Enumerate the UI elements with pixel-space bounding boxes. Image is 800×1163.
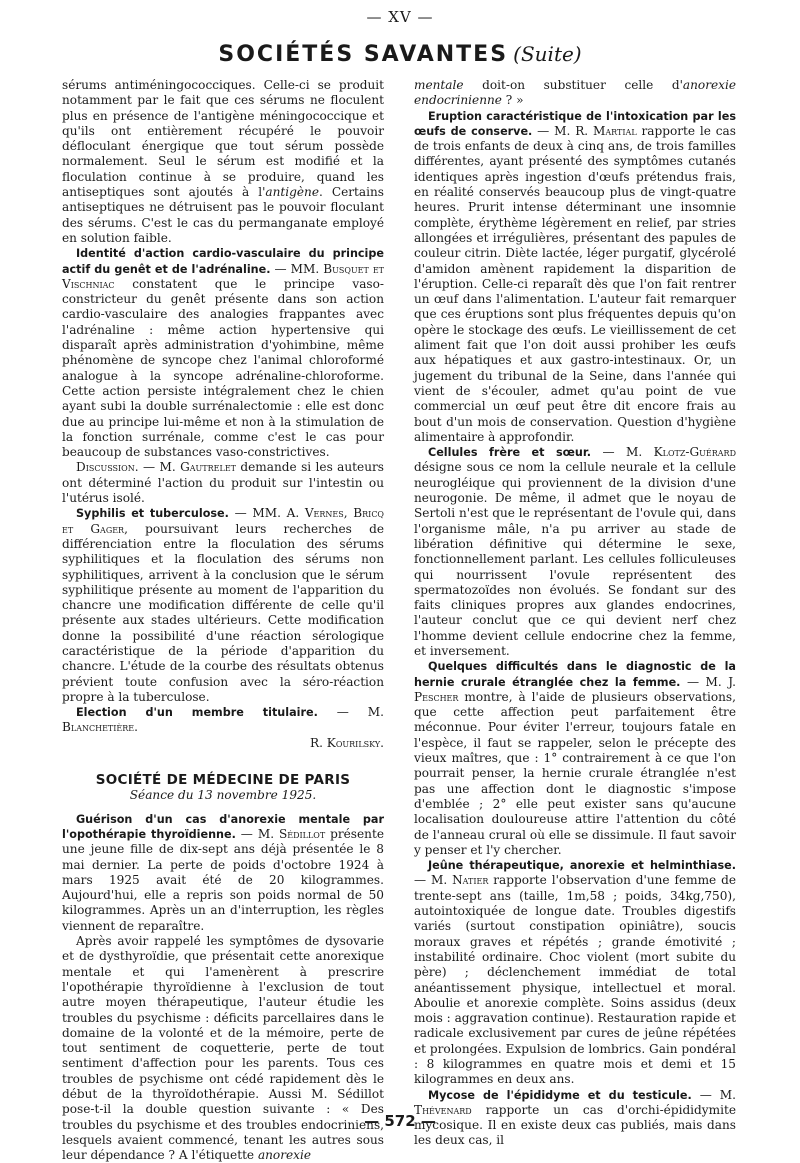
paragraph: Discussion. — M. Gautrelet demande si les auteurs ont déterminé l'action du produit sur l'intestin ou l'utérus isolé. bbox=[62, 460, 384, 506]
paragraph: Mycose de l'épididyme et du testicule. — M. Thévenard rapporte un cas d'orchi-épididymite mycosique. Il en existe deux cas publiés, mais dans les deux cas, il bbox=[414, 1087, 736, 1148]
signature: R. Kourilsky. bbox=[310, 735, 384, 750]
paragraph: Identité d'action cardio-vasculaire du principe actif du genêt et de l'adrénaline. — MM. Busquet et Vischniac constatent que le principe vaso-constricteur du genêt présente dans son action cardio-vasculaire des analogies frappantes avec l'adrénaline : même action hypertensive qui disparaît après administration d'yohimbine, même phénomène de syncope chez l'animal chloroformé analogue à la syncope adrénaline-chloroforme. Cette action persiste intégralement chez le chien ayant subi la double surrénalectomie : elle est donc due au principe lui-même et non à la stimulation de la fonction surrénale, comme c'est le cas pour beaucoup de substances vaso-constrictives. bbox=[62, 247, 384, 460]
article-heading: Jeûne thérapeutique, anorexie et helminthiase. bbox=[428, 859, 736, 873]
right-column bbox=[414, 78, 736, 1149]
section-title: SOCIÉTÉ DE MÉDECINE DE PARIS bbox=[95, 772, 351, 789]
article-heading: Eruption caractéristique de l'intoxication par les œufs de conserve. bbox=[414, 109, 736, 138]
header-title: SOCIÉTÉS SAVANTES bbox=[218, 42, 509, 67]
header-suite: (Suite) bbox=[513, 42, 582, 66]
article-heading: Identité d'action cardio-vasculaire du principe actif du genêt et de l'adrénaline. bbox=[62, 247, 384, 276]
paragraph: Après avoir rappelé les symptômes de dysovarie et de dysthyroïdie, que présentait cette anorexique mentale et qui l'amenèrent à prescrire l'opothérapie thyroïdienne à l'exclusion de tout autre moyen thérapeutique, l'auteur étudie les troubles du psychisme : déficits parcellaires dans le domaine de la volonté et de la mémoire, perte de tout sentiment de coquetterie, perte de tout sentiment d'affection pour les parents. Tous ces troubles de psychisme ont cédé rapidement dès le début de la thyroïdothérapie. Aussi M. Sédillot pose-t-il la double question suivante : « Des troubles du psychisme et des troubles endocriniens, lesquels avaient commencé, tenant les autres sous leur dépendance ? A l'étiquette anorexie bbox=[62, 934, 384, 1163]
article-heading: Mycose de l'épididyme et du testicule. bbox=[428, 1088, 692, 1102]
article-heading: Quelques difficultés dans le diagnostic de la hernie crurale étranglée chez la femme. bbox=[414, 660, 736, 689]
paragraph: Eruption caractéristique de l'intoxication par les œufs de conserve. — M. R. Martial rapporte le cas de trois enfants de deux à cinq ans, de trois familles différentes, ayant présenté des symptômes cutanés identiques après ingestion d'œufs prétendus frais, en réalité conservés beaucoup plus de vingt-quatre heures. Prurit intense déterminant une insomnie complète, érythème légèrement en relief, par stries allongées et irrégulières, présentant des papules de couleur citrin. Diète lactée, léger purgatif, glycérolé d'amidon amènent rapidement la disparition de l'éruption. Celle-ci reparaît dès que l'on fait rentrer un œuf dans l'alimentation. L'auteur fait remarquer que ces éruptions sont plus fréquentes depuis qu'on opère le stockage des œufs. Le vieillissement de cet aliment fait que l'on doit aussi prohiber les œufs aux hépatiques et aux gastro-intestinaux. Or, un jugement du tribunal de la Seine, dans l'année qui vient de s'écouler, admet qu'au point de vue commercial un œuf peut être dit encore frais au bout d'un mois de conservation. Question d'hygiène alimentaire à approfondir. bbox=[414, 109, 736, 444]
bottom-page-number: — 572 — bbox=[364, 1112, 436, 1130]
paragraph: Syphilis et tuberculose. — MM. A. Vernes, Bricq et Gager, poursuivant leurs recherches de différenciation entre la floculation des sérums syphilitiques et la floculation des sérums non syphilitiques, arrivent à la conclusion que le sérum syphilitique présente au moment de l'apparition du chancre une modification différente de celle qu'il présente aux stades ultérieurs. Cette modification donne la possibilité d'une réaction sérologique caractéristique de la période d'apparition du chancre. L'étude de la courbe des résultats obtenus prévient toute confusion avec la séro-réaction propre à la tuberculose. bbox=[62, 506, 384, 704]
article-heading: Syphilis et tuberculose. bbox=[76, 507, 229, 521]
article-heading: Discussion. bbox=[76, 460, 139, 475]
paragraph: sérums antiméningococciques. Celle-ci se produit notamment par le fait que ces sérums ne floculent plus en présence de l'antigène méningococcique et qu'ils ont entièrement récupéré le pouvoir défloculant énergique que tout sérum possède normalement. Seul le sérum est modifié et la floculation continue à se produire, quand les antiseptiques sont ajoutés à l'antigène. Certains antiseptiques ne détruisent pas le pouvoir floculant des sérums. C'est le cas du permanganate employé en solution faible. bbox=[62, 78, 384, 245]
paragraph: Cellules frère et sœur. — M. Klotz-Guérard désigne sous ce nom la cellule neurale et la cellule neurogléique qui proviennent de la division d'une neurogonie. De même, il admet que le noyau de Sertoli n'est que le représentant de l'ovule qui, dans l'organisme mâle, n'a pu arriver au stade de libération définitive qui détermine le sexe, fonctionnellement parlant. Les cellules folliculeuses qui nourrissent l'ovule représentent des spermatozoïdes non évolués. Se fondant sur des faits cliniques propres aux glandes endocrines, l'auteur conclut que ce qui devient nerf chez l'homme devient cellule endocrine chez la femme, et inversement. bbox=[414, 445, 736, 658]
left-column bbox=[62, 78, 384, 1163]
top-page-number: — XV — bbox=[366, 8, 434, 26]
paragraph: mentale doit-on substituer celle d'anorexie endocrinienne ? » bbox=[414, 78, 736, 108]
paragraph: Quelques difficultés dans le diagnostic de la hernie crurale étranglée chez la femme. — M. J. Pescher montre, à l'aide de plusieurs observations, que cette affection peut parfaitement être méconnue. Pour éviter l'erreur, toujours fatale en l'espèce, il faut se rappeler, selon le précepte des vieux maîtres, que : 1° contrairement à ce que l'on pourrait penser, la hernie crurale étranglée n'est pas une affection dont le diagnostic s'impose d'emblée ; 2° elle peut exister sans qu'aucune localisation douloureuse attire l'attention du côté de l'anneau crural où elle se dissimule. Il faut savoir y penser et l'y chercher. bbox=[414, 660, 736, 857]
paragraph: Guérison d'un cas d'anorexie mentale par l'opothérapie thyroïdienne. — M. Sédillot présente une jeune fille de dix-sept ans déjà présentée le 8 mai dernier. La perte de poids d'octobre 1924 à mars 1925 avait été de 20 kilogrammes. Aujourd'hui, elle a repris son poids normal de 50 kilogrammes. Après un an d'interruption, les règles viennent de reparaître. bbox=[62, 812, 384, 933]
article-heading: Guérison d'un cas d'anorexie mentale par l'opothérapie thyroïdienne. bbox=[62, 812, 384, 841]
article-heading: Election d'un membre titulaire. bbox=[76, 706, 318, 720]
paragraph: Jeûne thérapeutique, anorexie et helminthiase. — M. Natier rapporte l'observation d'une femme de trente-sept ans (taille, 1m,58 ; poids, 34kg,750), autointoxiquée de longue date. Troubles digestifs variés (surtout constipation opiniâtre), soucis moraux graves et répétés ; grande émotivité ; instabilité ordinaire. Choc violent (mort subite du père) ; déclenchement immédiat de total anéantissement physique, intellectuel et moral. Aboulie et anorexie complète. Soins assidus (deux mois : aggravation continue). Restauration rapide et radicale exclusivement par cures de jeûne répétées et prolongées. Expulsion de lombrics. Gain pondéral : 8 kilogrammes en quatre mois et demi et 15 kilogrammes en deux ans. bbox=[414, 859, 736, 1087]
page-header bbox=[0, 42, 800, 67]
article-heading: Cellules frère et sœur. bbox=[428, 446, 591, 460]
section-date: Séance du 13 novembre 1925. bbox=[129, 788, 317, 803]
paragraph: Election d'un membre titulaire. — M. Blanchetière. bbox=[62, 705, 384, 735]
